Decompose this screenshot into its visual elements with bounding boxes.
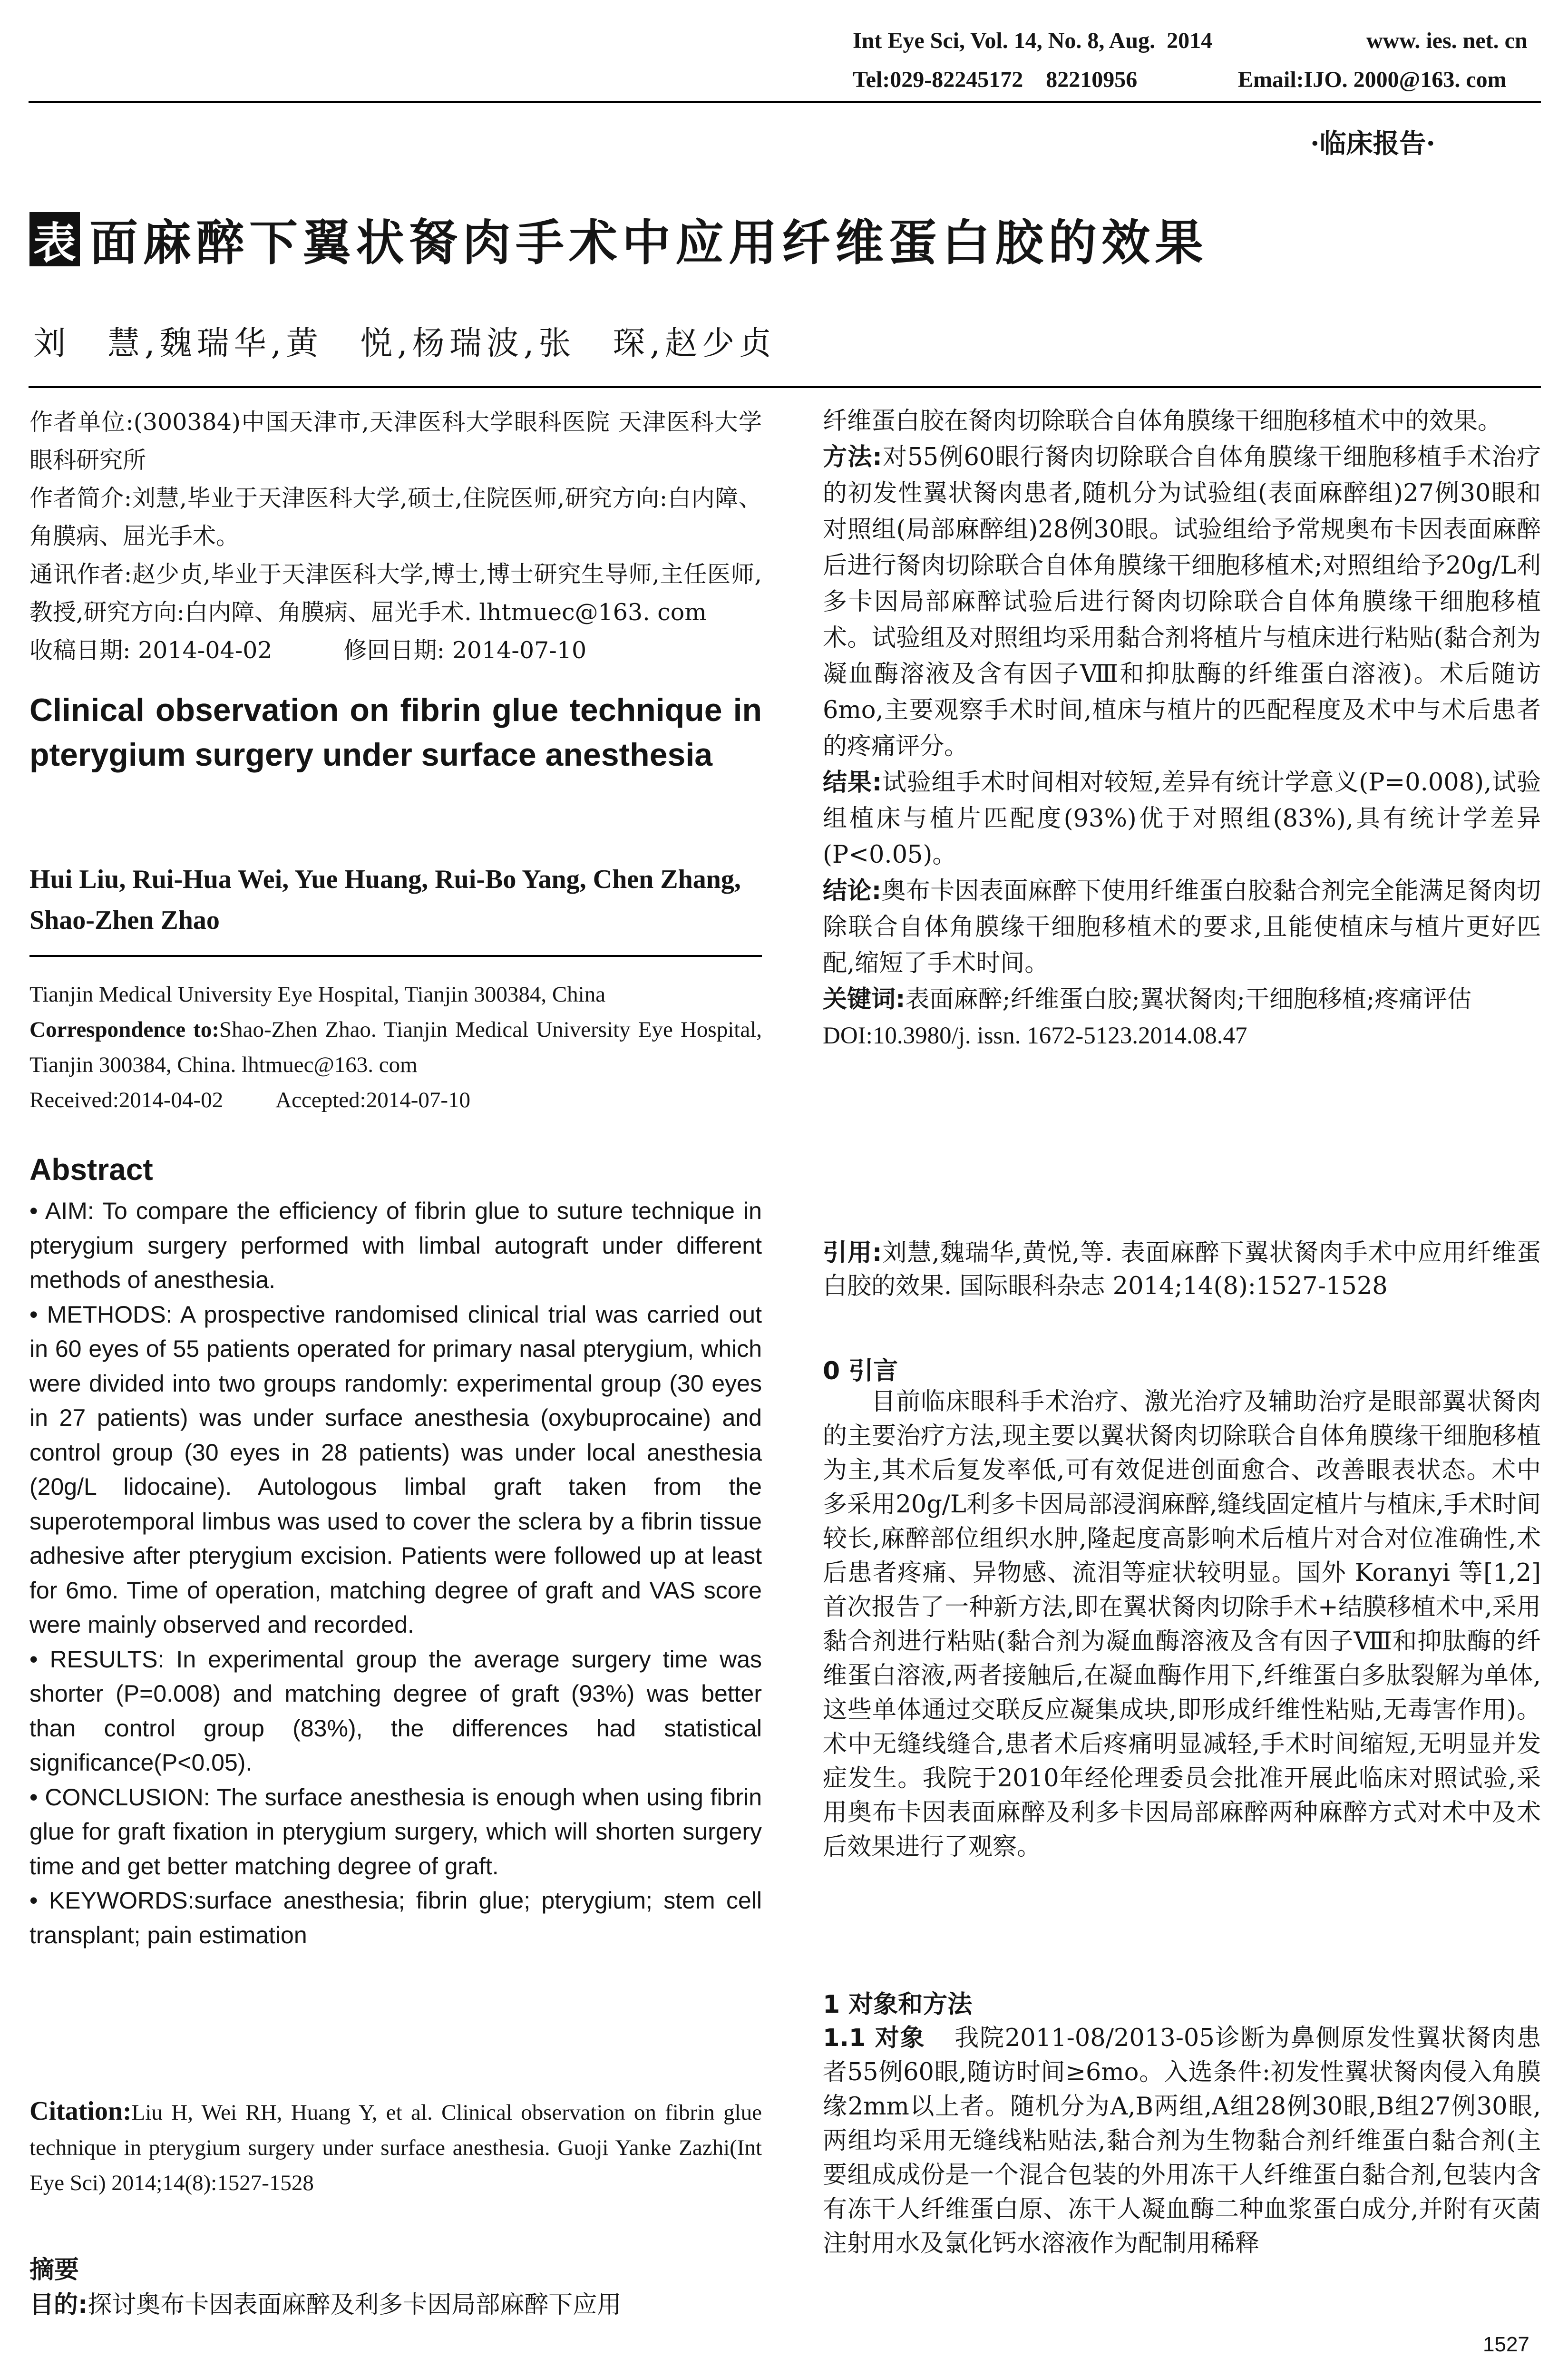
- journal-website: www. ies. net. cn: [1366, 28, 1528, 53]
- doi: DOI:10.3980/j. issn. 1672-5123.2014.08.47: [823, 1023, 1247, 1049]
- author-unit: 作者单位:(300384)中国天津市,天津医科大学眼科医院 天津医科大学眼科研究所: [29, 409, 762, 474]
- intro-heading: 0 引言: [823, 1357, 898, 1385]
- zh-aim-text: 探讨奥布卡因表面麻醉及利多卡因局部麻醉下应用: [88, 2291, 622, 2319]
- zh-results-text: 试验组手术时间相对较短,差异有统计学意义(P=0.008),试验组植床与植片匹配度(93%)优于对照组(83%),具有统计学差异(P<0.05)。: [823, 769, 1541, 869]
- citation-block: [29, 2094, 762, 2201]
- title-boxed-char: 表: [29, 212, 80, 266]
- zh-keywords-text: 表面麻醉;纤维蛋白胶;翼状胬肉;干细胞移植;疼痛评估: [905, 985, 1472, 1013]
- dates-en: [29, 1082, 762, 1118]
- journal-email: Email:IJO. 2000@163. com: [1238, 67, 1507, 92]
- correspondence: [29, 1012, 762, 1082]
- zh-conclusion: [823, 873, 1541, 982]
- zh-methods-label: 方法:: [823, 443, 882, 471]
- abstract-conclusion: • CONCLUSION: The surface anesthesia is enough when using fibrin glue for graft fixation in pterygium surgery, which will shorten surgery time and get better matching degree of graft.: [29, 1783, 762, 1880]
- subjects-paragraph: [823, 2021, 1541, 2261]
- abstract-results: • RESULTS: In experimental group the average surgery time was shorter (P=0.008) and matching degree of graft (93%) was better than control group (83%), the differences had statistical significance(P<0.05).: [29, 1646, 762, 1776]
- zh-results-label: 结果:: [823, 769, 882, 797]
- author-intro: 作者简介:刘慧,毕业于天津医科大学,硕士,住院医师,研究方向:白内障、角膜病、屈光手术。: [29, 485, 762, 550]
- corresponding-author: 通讯作者:赵少贞,毕业于天津医科大学,博士,博士研究生导师,主任医师,教授,研究方向:白内障、角膜病、屈光手术. lhtmuec@163. com: [29, 561, 762, 626]
- english-authors: Hui Liu, Rui-Hua Wei, Yue Huang, Rui-Bo Yang, Chen Zhang, Shao-Zhen Zhao: [29, 865, 741, 935]
- zh-conclusion-text: 奥布卡因表面麻醉下使用纤维蛋白胶黏合剂完全能满足胬肉切除联合自体角膜缘干细胞移植术的要求,且能使植床与植片更好匹配,缩短了手术时间。: [823, 877, 1541, 977]
- abstract-methods: • METHODS: A prospective randomised clinical trial was carried out in 60 eyes of 55 patients operated for primary nasal pterygium, which were divided into two groups randomly: experimental group (30 eyes in 27 patients) was under surface anesthesia (oxybuprocaine) and control group (30 eyes in 28 patients) was under local anesthesia (20g/L lidocaine). Autologous limbal graft taken from the superotemporal limbus was used to cover the sclera by a fibrin tissue adhesive after pterygium excision. Patients were followed up at least for 6mo. Time of operation, matching degree of graft and VAS score were mainly observed and recorded.: [29, 1301, 762, 1638]
- journal-line: Int Eye Sci, Vol. 14, No. 8, Aug. 2014: [853, 28, 1213, 53]
- abstract-heading: Abstract: [29, 1152, 153, 1187]
- received-date: 收稿日期: 2014-04-02: [29, 637, 273, 664]
- authors-cn: 刘 慧,魏瑞华,黄 悦,杨瑞波,张 琛,赵少贞: [33, 325, 777, 362]
- accepted-en: Accepted:2014-07-10: [275, 1088, 471, 1112]
- abstract-aim: • AIM: To compare the efficiency of fibrin glue to suture technique in pterygium surgery performed with limbal autograft under different methods of anesthesia.: [29, 1198, 762, 1293]
- dates-cn: [29, 632, 762, 670]
- title-text: 面麻醉下翼状胬肉手术中应用纤维蛋白胶的效果: [89, 215, 1208, 272]
- zh-aim-continued: 纤维蛋白胶在胬肉切除联合自体角膜缘干细胞移植术中的效果。: [823, 407, 1502, 435]
- methods-heading: 1 对象和方法: [823, 1990, 973, 2019]
- journal-tel: Tel:029-82245172 82210956: [853, 67, 1138, 92]
- zh-aim: [29, 2288, 762, 2323]
- citation-label: Citation:: [29, 2096, 132, 2126]
- abstract-body: [29, 1194, 762, 1952]
- revised-date: 修回日期: 2014-07-10: [343, 637, 587, 664]
- intro-text: 目前临床眼科手术治疗、激光治疗及辅助治疗是眼部翼状胬肉的主要治疗方法,现主要以翼状胬肉切除联合自体角膜缘干细胞移植为主,其术后复发率低,可有效促进创面愈合、改善眼表状态。术中多采用20g/L利多卡因局部浸润麻醉,缝线固定植片与植床,手术时间较长,麻醉部位组织水肿,隆起度高影响术后植片对合对位准确性,术后患者疼痛、异物感、流泪等症状较明显。国外 Koranyi 等[1,2]首次报告了一种新方法,即在翼状胬肉切除手术+结膜移植术中,采用黏合剂进行粘贴(黏合剂为凝血酶溶液及含有因子Ⅷ和抑肽酶的纤维蛋白溶液,两者接触后,在凝血酶作用下,纤维蛋白多肽裂解为单体,这些单体通过交联反应凝集成块,即形成纤维性粘贴,无毒害作用)。术中无缝线缝合,患者术后疼痛明显减轻,手术时间缩短,无明显并发症发生。我院于2010年经伦理委员会批准开展此临床对照试验,采用奥布卡因表面麻醉及利多卡因局部麻醉两种麻醉方式对术中及术后效果进行了观察。: [823, 1388, 1541, 1861]
- left-column: [29, 403, 762, 670]
- authors-en-rule: [29, 955, 762, 957]
- header-rule: [29, 101, 1541, 103]
- zh-methods: [823, 439, 1541, 765]
- zh-cite-block: [823, 1237, 1541, 1303]
- affiliation-block: [29, 977, 762, 1118]
- citation-text: Liu H, Wei RH, Huang Y, et al. Clinical observation on fibrin glue technique in pterygium surgery under surface anesthesia. Guoji Yanke Zazhi(Int Eye Sci) 2014;14(8):1527-1528: [29, 2100, 762, 2195]
- zh-keywords: [823, 982, 1541, 1018]
- zh-cite-text: 刘慧,魏瑞华,黄悦,等. 表面麻醉下翼状胬肉手术中应用纤维蛋白胶的效果. 国际眼科杂志 2014;14(8):1527-1528: [823, 1239, 1541, 1300]
- article-title: [29, 205, 1208, 274]
- section-tag: ·临床报告·: [1310, 128, 1435, 159]
- subjects-text: 我院2011-08/2013-05诊断为鼻侧原发性翼状胬肉患者55例60眼,随访时间≥6mo。入选条件:初发性翼状胬肉侵入角膜缘2mm以上者。随机分为A,B两组,A组28例30眼,B组27例30眼,两组均采用无缝线粘贴法,黏合剂为生物黏合剂纤维蛋白黏合剂(主要组成成份是一个混合包装的外用冻干人纤维蛋白黏合剂,包装内含有冻干人纤维蛋白原、冻干人凝血酶二种血浆蛋白成分,并附有灭菌注射用水及氯化钙水溶液作为配制用稀释: [823, 2024, 1541, 2258]
- affiliation: Tianjin Medical University Eye Hospital, Tianjin 300384, China: [29, 982, 606, 1007]
- zh-aim-label: 目的:: [29, 2291, 88, 2319]
- zh-conclusion-label: 结论:: [823, 877, 882, 905]
- zh-keywords-label: 关键词:: [823, 985, 906, 1013]
- right-column-abstract: [823, 403, 1541, 1054]
- zh-cite-label: 引用:: [823, 1239, 882, 1267]
- english-title: Clinical observation on fibrin glue technique in pterygium surgery under surface anesthesia: [29, 692, 762, 773]
- authors-rule: [29, 386, 1541, 388]
- zh-results: [823, 765, 1541, 873]
- received-en: Received:2014-04-02: [29, 1088, 224, 1112]
- correspondence-text: Shao-Zhen Zhao. Tianjin Medical University Eye Hospital, Tianjin 300384, China. lhtmuec@163. com: [29, 1017, 762, 1077]
- zh-abstract-heading: 摘要: [29, 2256, 79, 2284]
- correspondence-label: Correspondence to:: [29, 1017, 220, 1042]
- zh-methods-text: 对55例60眼行胬肉切除联合自体角膜缘干细胞移植手术治疗的初发性翼状胬肉患者,随机分为试验组(表面麻醉组)27例30眼和对照组(局部麻醉组)28例30眼。试验组给予常规奥布卡因表面麻醉后进行胬肉切除联合自体角膜缘干细胞移植术;对照组给予20g/L利多卡因局部麻醉试验后进行胬肉切除联合自体角膜缘干细胞移植术。试验组及对照组均采用黏合剂将植片与植床进行粘贴(黏合剂为凝血酶溶液及含有因子Ⅷ和抑肽酶的纤维蛋白溶液)。术后随访6mo,主要观察手术时间,植床与植片的匹配程度及术中与术后患者的疼痛评分。: [823, 443, 1541, 760]
- subjects-heading: 1.1 对象: [823, 2024, 925, 2052]
- abstract-keywords: • KEYWORDS:surface anesthesia; fibrin glue; pterygium; stem cell transplant; pain estimation: [29, 1887, 762, 1948]
- page-number: 1527: [1483, 2333, 1529, 2356]
